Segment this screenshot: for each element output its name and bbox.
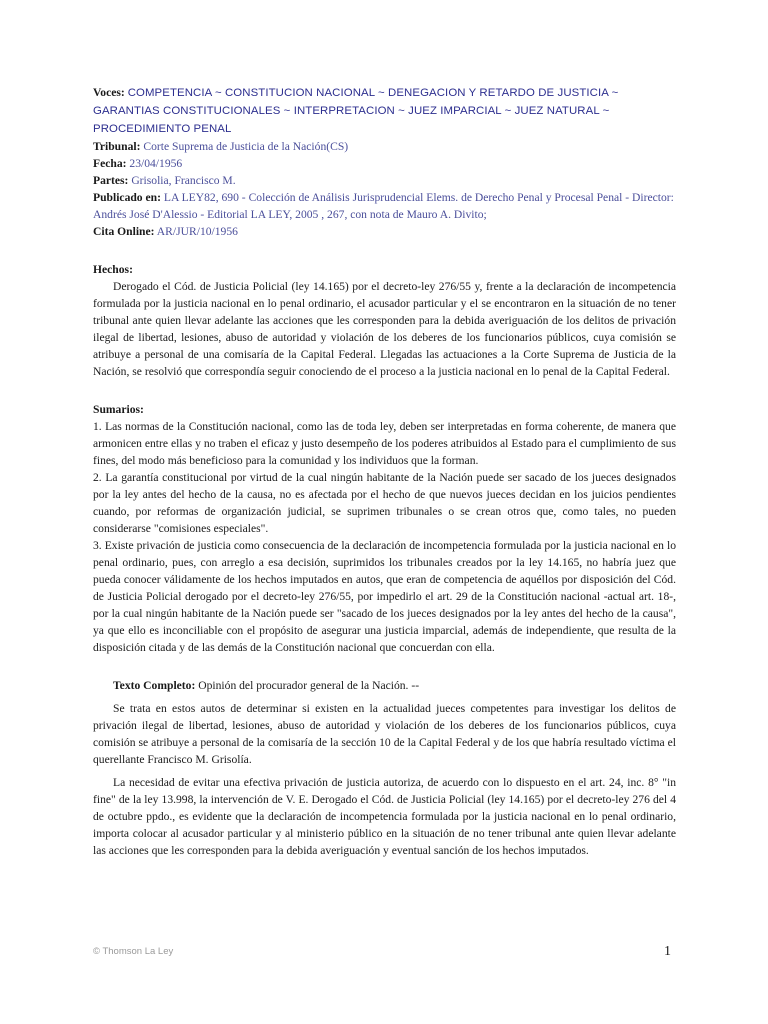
fecha-value[interactable]: 23/04/1956	[129, 157, 183, 170]
spacer	[93, 380, 676, 401]
voces-value[interactable]: COMPETENCIA ~ CONSTITUCION NACIONAL ~ DENEGACION Y RETARDO DE JUSTICIA ~ GARANTIAS CONSTITUCIONALES ~ INTERPRETACION ~ JUEZ IMPARCIAL ~ JUEZ NATURAL ~ PROCEDIMIENTO PENAL	[93, 87, 619, 135]
partes-label: Partes:	[93, 174, 129, 187]
page-number: 1	[664, 944, 671, 959]
texto-paragraph-1: Se trata en estos autos de determinar si existen en la actualidad jueces competentes para investigar los delitos de privación ilegal de libertad, lesiones, abuso de autoridad y violación de los deberes de los funcionarios públicos, cuya comisión se atribuye a personal de la comisaría de la sección 10 de la Capital Federal y de los que habría resultado víctima el querellante Francisco M. Grisolía.	[93, 702, 676, 766]
texto-completo-label: Texto Completo:	[113, 679, 196, 692]
fecha-label: Fecha:	[93, 157, 127, 170]
fecha-line	[93, 155, 676, 172]
cita-online-value[interactable]: AR/JUR/10/1956	[156, 225, 238, 238]
hechos-text: Derogado el Cód. de Justicia Policial (ley 14.165) por el decreto-ley 276/55 y, frente a la declaración de incompetencia formulada por la justicia nacional en lo penal ordinario, el acusador particular y el se encontraron en la situación de no tener tribunal ante quien llevar adelante las acciones que les corresponden para la debida averiguación de los delitos de privación ilegal de libertad, lesiones, abuso de autoridad y violación de los deberes de los funcionarios públicos, cuya comisión se atribuye a personal de una comisaría de la Capital Federal. Llegadas las actuaciones a la Corte Suprema de Justicia de la Nación, se resolvió que correspondía seguir conociendo de el proceso a la justicia nacional en lo penal de la Capital Federal.	[93, 280, 676, 378]
partes-line	[93, 172, 676, 189]
tribunal-value[interactable]: Corte Suprema de Justicia de la Nación(CS)	[143, 140, 349, 153]
tribunal-line	[93, 138, 676, 155]
tribunal-label: Tribunal:	[93, 140, 141, 153]
voces-label: Voces:	[93, 86, 125, 99]
publicado-label: Publicado en:	[93, 191, 161, 204]
partes-value[interactable]: Grisolia, Francisco M.	[131, 174, 236, 187]
document-body	[93, 84, 676, 859]
sumarios-title: Sumarios:	[93, 403, 144, 416]
sumario-item-3: 3. Existe privación de justicia como consecuencia de la declaración de incompetencia formulada por la justicia nacional en lo penal ordinario, pues, con arreglo a esa decisión, suprimidos los tribunales creados por la ley 14.165, no habría juez que pueda conocer válidamente de los hechos imputados en autos, que eran de competencia de aquéllos por disposición del Cód. de Justicia Policial derogado por el decreto-ley 276/55, por impedirlo el art. 29 de la Constitución nacional -actual art. 18-, por la cual ningún habitante de la Nación puede ser "sacado de los jueces designados por la ley antes del hecho de la causa", ya que ello es inconciliable con el propósito de asegurar una justicia imparcial, además de independiente, que resulta de la disposición citada y de las demás de la Constitución nacional que concuerdan con ella.	[93, 539, 676, 654]
texto-completo-line	[93, 677, 676, 694]
hechos-title: Hechos:	[93, 263, 133, 276]
cita-online-label: Cita Online:	[93, 225, 155, 238]
publicado-line	[93, 189, 676, 223]
voces-line	[93, 84, 676, 138]
copyright-footer: © Thomson La Ley	[93, 946, 174, 957]
texto-paragraph-2: La necesidad de evitar una efectiva privación de justicia autoriza, de acuerdo con lo dispuesto en el art. 24, inc. 8° "in fine" de la ley 13.998, la intervención de V. E. Derogado el Cód. de Justicia Policial (ley 14.165) por el decreto-ley 276 del 4 de octubre ppdo., es evidente que la declaración de incompetencia formulada por la justicia nacional en lo penal ordinario, importa colocar al acusador particular y al ministerio público en la situación de no tener tribunal ante quien llevar adelante las acciones que les corresponden para la debida averiguación y eventual sanción de los hechos imputados.	[93, 776, 676, 857]
spacer	[93, 240, 676, 261]
sumario-item-1: 1. Las normas de la Constitución nacional, como las de toda ley, deben ser interpretadas en forma coherente, de manera que armonicen entre ellas y no traben el eficaz y justo desempeño de los poderes atribuidos al Estado para el cumplimiento de sus fines, del modo más beneficioso para la comunidad y los individuos que la forman.	[93, 420, 676, 467]
publicado-value[interactable]: LA LEY82, 690 - Colección de Análisis Jurisprudencial Elems. de Derecho Penal y Procesal Penal - Director: Andrés José D'Alessio - Editorial LA LEY, 2005 , 267, con nota de Mauro A. Divito;	[93, 191, 674, 221]
texto-completo-intro: Opinión del procurador general de la Nación. --	[198, 679, 420, 692]
spacer	[93, 656, 676, 677]
sumario-item-2: 2. La garantía constitucional por virtud de la cual ningún habitante de la Nación puede ser sacado de los jueces designados por la ley antes del hecho de la causa, no es afectada por el hecho de que nuevos jueces decidan en los juicios pendientes cuando, por reformas de organización judicial, se suprimen tribunales o se crean otros que, como tales, no pueden considerarse "comisiones especiales".	[93, 471, 676, 535]
cita-online-line	[93, 223, 676, 240]
